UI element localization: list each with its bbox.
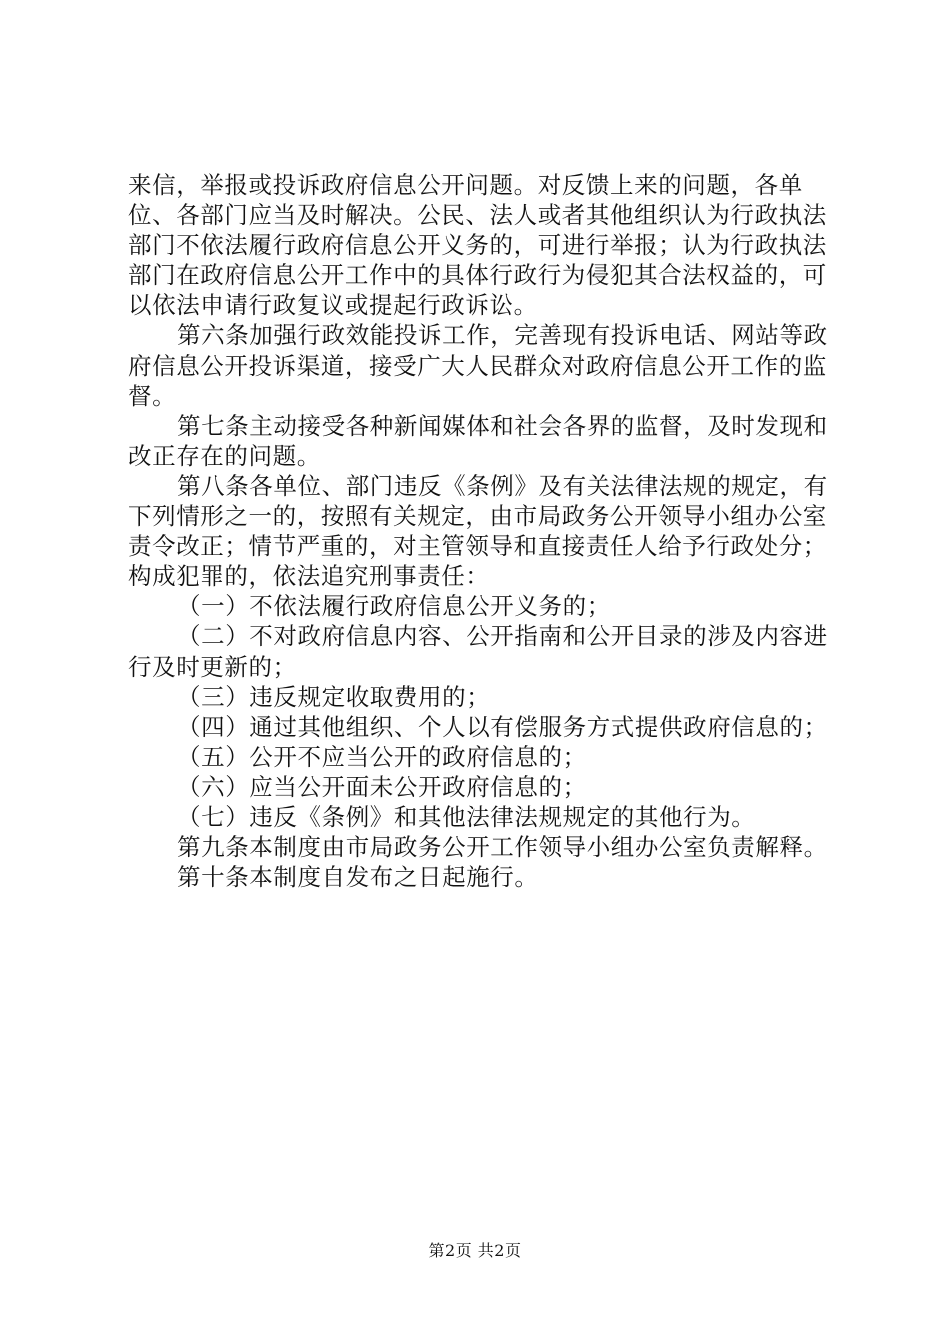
list-item-4: （四）通过其他组织、个人以有偿服务方式提供政府信息的； — [177, 712, 828, 741]
paragraph-article-8: 第八条各单位、部门违反《条例》及有关法律法规的规定，有下列情形之一的，按照有关规定，由市局政务公开领导小组办公室责令改正；情节严重的，对主管领导和直接责任人给予行政处分；构成犯罪的，依法追究刑事责任： — [128, 471, 828, 591]
paragraph-article-6: 第六条加强行政效能投诉工作，完善现有投诉电话、网站等政府信息公开投诉渠道，接受广大人民群众对政府信息公开工作的监督。 — [128, 321, 828, 410]
list-item-5: （五）公开不应当公开的政府信息的； — [177, 742, 587, 771]
paragraph-article-7: 第七条主动接受各种新闻媒体和社会各界的监督，及时发现和改正存在的问题。 — [128, 411, 828, 470]
paragraph-continuation: 来信，举报或投诉政府信息公开问题。对反馈上来的问题，各单位、各部门应当及时解决。公民、法人或者其他组织认为行政执法部门不依法履行政府信息公开义务的，可进行举报；认为行政执法部门在政府信息公开工作中的具体行政行为侵犯其合法权益的，可以依法申请行政复议或提起行政诉讼。 — [128, 171, 827, 320]
list-item-6: （六）应当公开面未公开政府信息的； — [177, 772, 587, 801]
page-number-footer: 第2页 共2页 — [428, 1241, 522, 1260]
list-item-7: （七）违反《条例》和其他法律法规规定的其他行为。 — [177, 802, 756, 831]
list-item-2: （二）不对政府信息内容、公开指南和公开目录的涉及内容进行及时更新的； — [128, 622, 828, 681]
paragraph-article-9: 第九条本制度由市局政务公开工作领导小组办公室负责解释。 — [177, 833, 828, 862]
paragraph-article-10: 第十条本制度自发布之日起施行。 — [177, 863, 539, 892]
list-item-1: （一）不依法履行政府信息公开义务的； — [177, 592, 611, 621]
document-body — [128, 170, 834, 892]
list-item-3: （三）违反规定收取费用的； — [177, 682, 491, 711]
